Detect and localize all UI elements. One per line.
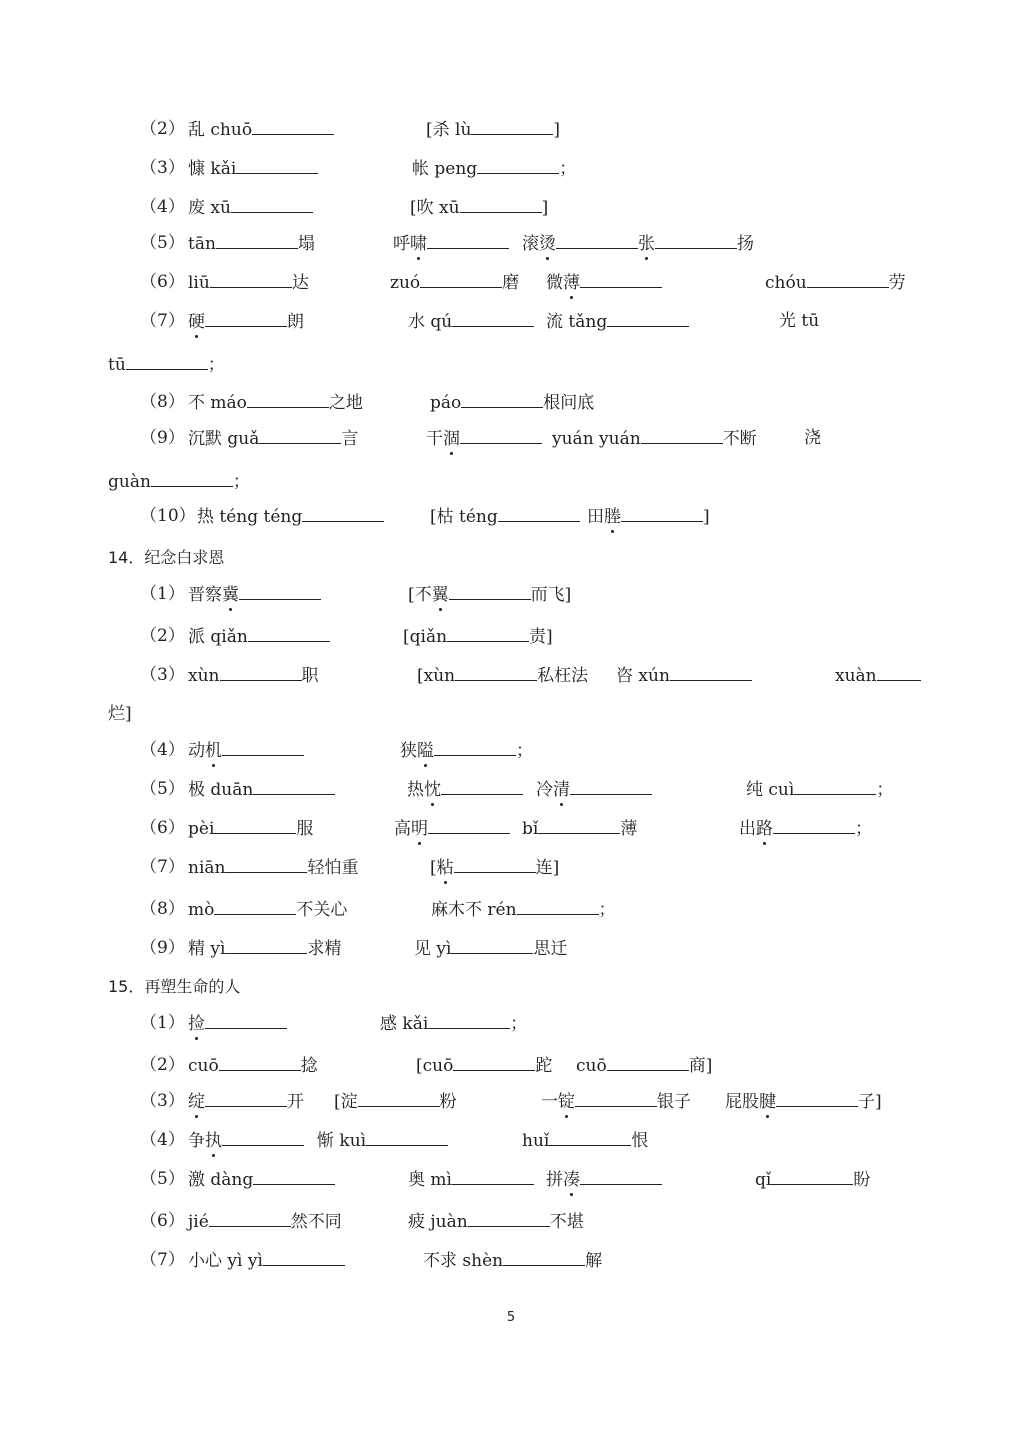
answer-blank[interactable]	[452, 1168, 534, 1185]
item-number: （6）	[140, 818, 185, 838]
answer-blank[interactable]	[776, 1090, 858, 1107]
question-a: liū 达	[188, 273, 309, 293]
question-b: 狭隘 ；	[400, 741, 533, 761]
item-number: （2）	[140, 1055, 185, 1075]
item-number: （5）	[140, 233, 185, 253]
question-a: 废 xū	[188, 196, 313, 219]
answer-blank[interactable]	[468, 1210, 550, 1227]
question-d-continued: guàn ；	[108, 472, 250, 492]
answer-blank[interactable]	[205, 1012, 287, 1029]
question-a: xùn 职	[188, 666, 319, 686]
question-c: yuán yuán 不断	[552, 429, 757, 449]
answer-blank[interactable]	[538, 817, 620, 834]
answer-blank[interactable]	[556, 232, 638, 249]
question-d-continued: 烂]	[108, 704, 132, 724]
question-a: 绽 开	[188, 1092, 304, 1112]
question-b: [qiǎn 责]	[403, 627, 553, 647]
question-d: 光 tū	[779, 311, 820, 331]
question-a: 慷 kǎi	[188, 157, 318, 180]
question-b: 奥 mì	[408, 1168, 534, 1191]
answer-blank[interactable]	[205, 1090, 287, 1107]
question-c: 咨 xún	[616, 664, 752, 687]
answer-blank[interactable]	[434, 739, 516, 756]
answer-blank[interactable]	[248, 625, 330, 642]
answer-blank[interactable]	[214, 817, 296, 834]
item-number: （3）	[140, 1091, 185, 1111]
answer-blank[interactable]	[441, 778, 523, 795]
answer-blank[interactable]	[302, 505, 384, 522]
question-b: [杀 lù ]	[426, 120, 561, 140]
item-number: （4）	[140, 1130, 185, 1150]
answer-blank[interactable]	[209, 1210, 291, 1227]
item-number: （7）	[140, 311, 185, 331]
question-d: xuàn	[835, 664, 921, 687]
answer-blank[interactable]	[670, 664, 752, 681]
question-d: 纯 cuì ；	[746, 780, 894, 800]
answer-blank[interactable]	[621, 505, 703, 522]
item-number: （3）	[140, 665, 185, 685]
answer-blank[interactable]	[358, 1090, 440, 1107]
question-b: 帐 peng ；	[412, 159, 577, 179]
question-c: huǐ 恨	[522, 1131, 649, 1151]
answer-blank[interactable]	[771, 1168, 853, 1185]
question-b: 惭 kuì	[317, 1129, 448, 1152]
answer-blank[interactable]	[453, 1054, 535, 1071]
item-number: （5）	[140, 1169, 185, 1189]
question-b: 见 yì 思迁	[414, 939, 568, 959]
question-d: qǐ 盼	[755, 1170, 871, 1190]
question-b: [淀 粉	[334, 1092, 457, 1112]
question-d-continued: tū ；	[108, 355, 225, 375]
question-b: páo 根问底	[430, 393, 595, 413]
page-number: 5	[506, 1310, 516, 1325]
item-number: （7）	[140, 1250, 185, 1270]
question-a: 极 duān	[188, 778, 335, 801]
answer-blank[interactable]	[210, 271, 292, 288]
answer-blank[interactable]	[263, 1249, 345, 1266]
answer-blank[interactable]	[794, 778, 876, 795]
question-b: [cuō 跎	[416, 1056, 553, 1076]
answer-blank[interactable]	[151, 470, 233, 487]
answer-blank[interactable]	[216, 232, 298, 249]
section-title-14: 14．纪念白求恩	[108, 548, 225, 567]
answer-blank[interactable]	[460, 196, 542, 213]
answer-blank[interactable]	[575, 1090, 657, 1107]
item-number: （1）	[140, 1013, 185, 1033]
question-b: [xùn 私枉法	[417, 666, 589, 686]
answer-blank[interactable]	[477, 157, 559, 174]
item-number: （8）	[140, 899, 185, 919]
answer-blank[interactable]	[570, 778, 652, 795]
question-c: 田塍 ]	[587, 507, 710, 527]
question-a: 精 yì 求精	[188, 939, 342, 959]
question-a: 乱 chuō	[188, 118, 334, 141]
item-number: （9）	[140, 938, 185, 958]
answer-blank[interactable]	[452, 310, 534, 327]
question-b: 高明	[394, 817, 510, 840]
question-d: chóu 劳	[765, 273, 906, 293]
answer-blank[interactable]	[549, 1129, 631, 1146]
answer-blank[interactable]	[517, 898, 599, 915]
answer-blank[interactable]	[471, 118, 553, 135]
section-title-15: 15．再塑生命的人	[108, 977, 241, 996]
question-c: 微薄	[546, 271, 662, 294]
answer-blank[interactable]	[420, 271, 502, 288]
item-number: （2）	[140, 626, 185, 646]
answer-blank[interactable]	[451, 937, 533, 954]
answer-blank[interactable]	[231, 196, 313, 213]
question-c: cuō 商]	[576, 1056, 713, 1076]
question-a: 小心 yì yì	[188, 1249, 345, 1272]
answer-blank[interactable]	[773, 817, 855, 834]
answer-blank[interactable]	[428, 817, 510, 834]
question-b: 水 qú	[408, 310, 534, 333]
question-a: 硬 朗	[188, 312, 304, 332]
answer-blank[interactable]	[655, 232, 737, 249]
answer-blank[interactable]	[225, 856, 307, 873]
answer-blank[interactable]	[219, 1054, 301, 1071]
question-a: 沉默 guǎ 言	[188, 429, 359, 449]
question-a: 热 téng téng	[197, 505, 384, 528]
question-b: [吹 xū ]	[410, 198, 549, 218]
answer-blank[interactable]	[498, 505, 580, 522]
question-a: 捡	[188, 1012, 287, 1035]
item-number: （6）	[140, 272, 185, 292]
answer-blank[interactable]	[220, 664, 302, 681]
answer-blank[interactable]	[253, 1168, 335, 1185]
question-a: niān 轻怕重	[188, 858, 359, 878]
question-a: 激 dàng	[188, 1168, 335, 1191]
answer-blank[interactable]	[247, 391, 329, 408]
question-c: 冷清	[536, 778, 652, 801]
question-a: 争执	[188, 1129, 304, 1152]
answer-blank[interactable]	[449, 583, 531, 600]
answer-blank[interactable]	[239, 583, 321, 600]
answer-blank[interactable]	[807, 271, 889, 288]
answer-blank[interactable]	[225, 937, 307, 954]
question-c: 滚烫 张 扬	[522, 234, 754, 254]
answer-blank[interactable]	[447, 625, 529, 642]
question-b: 感 kǎi ；	[380, 1014, 528, 1034]
answer-blank[interactable]	[126, 353, 208, 370]
answer-blank[interactable]	[607, 1054, 689, 1071]
question-b: [枯 téng	[430, 505, 580, 528]
answer-blank[interactable]	[366, 1129, 448, 1146]
question-b: 热忱	[407, 778, 523, 801]
item-number: （5）	[140, 779, 185, 799]
answer-blank[interactable]	[455, 664, 537, 681]
question-a: tān 塌	[188, 234, 315, 254]
answer-blank[interactable]	[428, 1012, 510, 1029]
question-b: zuó 磨	[390, 273, 520, 293]
answer-blank[interactable]	[460, 427, 542, 444]
item-number: （6）	[140, 1211, 185, 1231]
question-c: 拼凑	[546, 1168, 662, 1191]
answer-blank[interactable]	[222, 1129, 304, 1146]
question-c: bǐ 薄	[522, 819, 638, 839]
question-a: cuō 捻	[188, 1056, 318, 1076]
item-number: （10）	[140, 506, 196, 526]
question-a: jié 然不同	[188, 1212, 342, 1232]
question-c: 流 tǎng	[546, 310, 689, 333]
answer-blank[interactable]	[607, 310, 689, 327]
question-b: 呼啸	[393, 232, 509, 255]
answer-blank[interactable]	[252, 118, 334, 135]
answer-blank[interactable]	[236, 157, 318, 174]
question-a: 晋察冀	[188, 583, 321, 606]
answer-blank[interactable]	[259, 427, 341, 444]
answer-blank[interactable]	[205, 310, 287, 327]
answer-blank[interactable]	[427, 232, 509, 249]
question-b: [不翼 而飞]	[408, 585, 572, 605]
question-d: 出路 ；	[739, 819, 872, 839]
question-a: 派 qiǎn	[188, 625, 330, 648]
question-c: 一锭 银子	[541, 1092, 691, 1112]
answer-blank[interactable]	[222, 739, 304, 756]
question-b: 麻木不 rén ；	[431, 900, 616, 920]
item-number: （4）	[140, 197, 185, 217]
question-a: 动机	[188, 739, 304, 762]
item-number: （1）	[140, 584, 185, 604]
answer-blank[interactable]	[580, 271, 662, 288]
question-b: 疲 juàn 不堪	[408, 1212, 584, 1232]
question-d: 浇	[804, 428, 821, 448]
answer-blank[interactable]	[641, 427, 723, 444]
question-d: 屁股腱 子]	[725, 1092, 882, 1112]
question-b: 干涸	[426, 427, 542, 450]
answer-blank[interactable]	[253, 778, 335, 795]
item-number: （2）	[140, 119, 185, 139]
answer-blank[interactable]	[877, 664, 921, 681]
question-a: pèi 服	[188, 819, 314, 839]
item-number: （9）	[140, 428, 185, 448]
item-number: （8）	[140, 392, 185, 412]
question-b: 不求 shèn 解	[423, 1251, 603, 1271]
item-number: （3）	[140, 158, 185, 178]
answer-blank[interactable]	[214, 898, 296, 915]
item-number: （4）	[140, 740, 185, 760]
item-number: （7）	[140, 857, 185, 877]
answer-blank[interactable]	[454, 856, 536, 873]
question-a: 不 máo 之地	[188, 393, 363, 413]
answer-blank[interactable]	[503, 1249, 585, 1266]
question-a: mò 不关心	[188, 900, 348, 920]
answer-blank[interactable]	[580, 1168, 662, 1185]
question-b: [粘 连]	[430, 858, 560, 878]
answer-blank[interactable]	[461, 391, 543, 408]
